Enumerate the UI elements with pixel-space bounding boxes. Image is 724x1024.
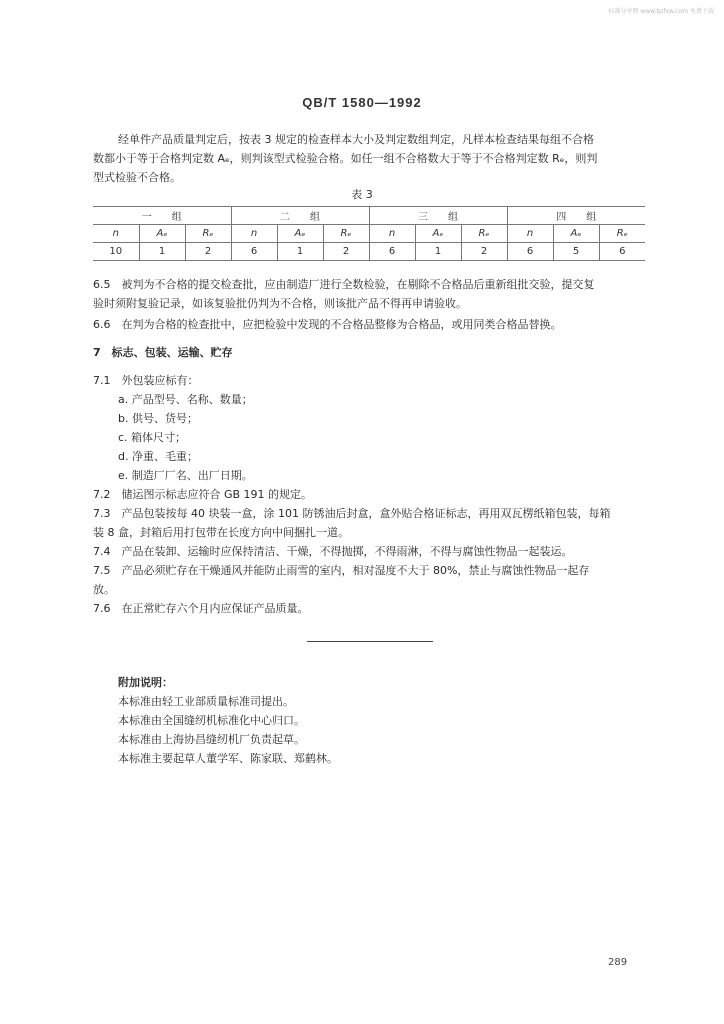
group-header: 三 组 xyxy=(369,207,507,225)
value-cell: 2 xyxy=(461,243,507,261)
section-7-5-line-1: 7.5 产品必须贮存在干燥通风并能防止雨雪的室内，相对湿度不大于 80%，禁止与腐蚀性物品一起存 xyxy=(93,564,590,577)
end-rule xyxy=(307,641,433,642)
appendix-line: 本标准由上海协昌缝纫机厂负责起草。 xyxy=(118,733,305,746)
subheader-cell: Rₑ xyxy=(323,225,369,243)
value-cell: 1 xyxy=(277,243,323,261)
section-7-5-line-2: 放。 xyxy=(93,583,115,596)
list-item: c. 箱体尺寸； xyxy=(118,431,187,444)
subheader-cell: Rₑ xyxy=(461,225,507,243)
group-header: 四 组 xyxy=(507,207,645,225)
subheader-cell: n xyxy=(507,225,553,243)
section-7-1: 7.1 外包装应标有： xyxy=(93,374,199,387)
value-cell: 1 xyxy=(415,243,461,261)
subheader-cell: Aₑ xyxy=(553,225,599,243)
value-cell: 1 xyxy=(139,243,185,261)
value-cell: 2 xyxy=(323,243,369,261)
intro-line-3: 型式检验不合格。 xyxy=(93,171,181,184)
value-cell: 5 xyxy=(553,243,599,261)
sample-table xyxy=(93,206,645,261)
value-cell: 6 xyxy=(507,243,553,261)
watermark: 标准分享网 www.bzfxw.com 免费下载 xyxy=(608,8,714,15)
group-header: 一 组 xyxy=(93,207,231,225)
list-item: e. 制造厂厂名、出厂日期。 xyxy=(118,469,253,482)
subheader-cell: n xyxy=(231,225,277,243)
page-number: 289 xyxy=(608,957,628,968)
value-cell: 6 xyxy=(231,243,277,261)
section-7-3-line-2: 装 8 盒，封箱后用打包带在长度方向中间捆扎一道。 xyxy=(93,526,349,539)
subheader-cell: Aₑ xyxy=(139,225,185,243)
intro-line-2: 数都小于等于合格判定数 Aₑ，则判该型式检验合格。如任一组不合格数大于等于不合格判定数 Rₑ，则判 xyxy=(93,152,598,165)
value-cell: 10 xyxy=(93,243,139,261)
group-header: 二 组 xyxy=(231,207,369,225)
appendix-line: 本标准主要起草人董学军、陈家联、郑鹤林。 xyxy=(118,752,338,765)
section-7-title: 7 标志、包装、运输、贮存 xyxy=(93,346,233,359)
list-item: d. 净重、毛重； xyxy=(118,450,198,463)
list-item: b. 供号、货号； xyxy=(118,412,198,425)
section-7-3-line-1: 7.3 产品包装按每 40 块装一盒，涂 101 防锈油后封盒，盒外贴合格证标志，再用双瓦楞纸箱包装，每箱 xyxy=(93,507,611,520)
subheader-cell: n xyxy=(369,225,415,243)
table-subheader-row xyxy=(93,225,645,243)
table-group-row xyxy=(93,207,645,225)
subheader-cell: Aₑ xyxy=(415,225,461,243)
subheader-cell: Aₑ xyxy=(277,225,323,243)
list-item: a. 产品型号、名称、数量； xyxy=(118,393,253,406)
value-cell: 6 xyxy=(599,243,645,261)
appendix-title: 附加说明： xyxy=(118,676,173,689)
subheader-cell: n xyxy=(93,225,139,243)
intro-line-1: 经单件产品质量判定后，按表 3 规定的检查样本大小及判定数组判定，凡样本检查结果每组不合格 xyxy=(118,133,594,146)
section-7-6: 7.6 在正常贮存六个月内应保证产品质量。 xyxy=(93,602,309,615)
page-header: QB/T 1580—1992 xyxy=(302,95,422,110)
section-7-4: 7.4 产品在装卸、运输时应保持清洁、干燥，不得抛掷，不得雨淋，不得与腐蚀性物品一起装运。 xyxy=(93,545,573,558)
section-6-5-line-2: 验时须附复验记录，如该复验批仍判为不合格，则该批产品不得再申请验收。 xyxy=(93,297,467,310)
section-6-5-line-1: 6.5 被判为不合格的提交检查批，应由制造厂进行全数检验，在剔除不合格品后重新组批交验，提交复 xyxy=(93,278,595,291)
table-caption: 表 3 xyxy=(351,188,373,201)
appendix-line: 本标准由全国缝纫机标准化中心归口。 xyxy=(118,714,305,727)
section-7-2: 7.2 储运图示标志应符合 GB 191 的规定。 xyxy=(93,488,313,501)
section-6-6: 6.6 在判为合格的检查批中，应把检验中发现的不合格品整修为合格品，或用同类合格品替换。 xyxy=(93,318,562,331)
table-value-row xyxy=(93,243,645,261)
value-cell: 2 xyxy=(185,243,231,261)
subheader-cell: Rₑ xyxy=(599,225,645,243)
value-cell: 6 xyxy=(369,243,415,261)
appendix-line: 本标准由轻工业部质量标准司提出。 xyxy=(118,695,294,708)
subheader-cell: Rₑ xyxy=(185,225,231,243)
